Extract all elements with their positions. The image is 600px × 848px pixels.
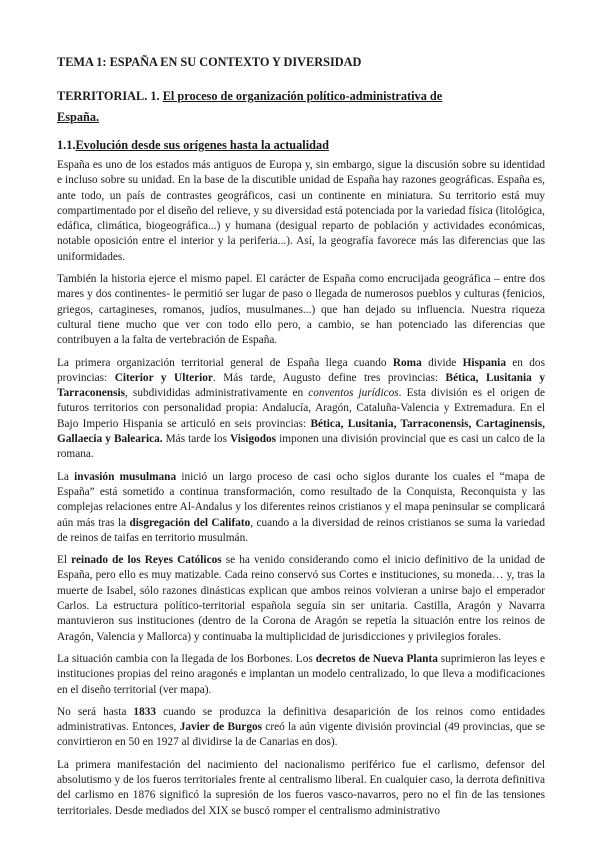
bold-text: Javier de Burgos: [179, 721, 263, 734]
paragraph-p1: [57, 158, 545, 265]
paragraph-text: imponen una división provincial que es casi un calco de la romana.: [57, 433, 545, 461]
bold-text: 1833: [133, 705, 157, 718]
paragraph-text: El: [57, 554, 72, 567]
paragraph-p4: [57, 470, 545, 546]
body-paragraphs: [57, 158, 545, 819]
paragraph-text: se ha venido considerando como el inicio definitivo de la unidad de España, pero ello es muy matizable. Cada reino conservó sus Cortes e instituciones, su moneda… y, tras la muerte de Isabel, sólo razones dinásticas explican que ambos reinos volvieran a unirse bajo el emperador Carlos. La estructura político-territorial española seguía sin ser unitaria. Castilla, Aragón y Navarra mantuvieron sus instituciones (dentro de la Corona de Aragón se repetía la situación entre los reinos de Aragón, Valencia y Mallorca) y continuaba la multiplicidad de jurisdicciones y privilegios forales.: [57, 554, 545, 643]
paragraph-text: La: [57, 470, 75, 483]
title-underlined: El proceso de organización político-administrativa de: [162, 89, 443, 103]
paragraph-p6: [57, 652, 545, 698]
paragraph-p5: [57, 553, 545, 645]
section-number: 1.1.: [57, 138, 76, 152]
title-prefix: TERRITORIAL. 1.: [57, 89, 160, 103]
paragraph-text: , subdivididas administrativamente en: [125, 387, 309, 400]
bold-text: Bética, Lusitania y Tarraconensis: [57, 371, 545, 400]
bold-text: Citerior y Ulterior: [114, 371, 213, 384]
paragraph-text: La situación cambia con la llegada de los Borbones. Los: [57, 652, 316, 665]
paragraph-text: inició un largo proceso de casi ocho siglos durante los cuales el “mapa de España” está sometido a continua transformación, como resultado de la Conquista, Reconquista y las complejas relaciones entre Al-Andalus y los diferentes reinos cristianos y el mapa peninsular se complicará aún más tras la: [57, 470, 545, 529]
italic-text: conventos jurídicos: [308, 387, 399, 400]
paragraph-text: suprimieron las leyes e instituciones propias del reino aragonés e implantan un modelo centralizado, lo que lleva a modificaciones en el diseño territorial (ver mapa).: [57, 652, 545, 696]
paragraph-text: . Esta división es el origen de futuros territorios con personalidad propia: Andalucía, Aragón, Cataluña-Valencia y Extremadura. En el Bajo Imperio Hispania se articuló en seis provincias:: [57, 387, 545, 430]
bold-text: invasión musulmana: [74, 470, 177, 483]
section-heading: [57, 136, 545, 154]
bold-text: decretos de Nueva Planta: [315, 652, 438, 665]
paragraph-text: creó la aún vigente división provincial (49 provincias, que se convirtieron en 50 en 1927 al dividirse la de Canarias en dos).: [57, 721, 545, 749]
bold-text: reinado de los Reyes Católicos: [71, 554, 222, 567]
paragraph-text: , cuando a la diversidad de reinos cristianos se suma la variedad de reinos de taifas en territorio musulmán.: [57, 516, 545, 544]
paragraph-text: divide: [421, 356, 463, 369]
paragraph-p2: [57, 272, 545, 348]
bold-text: disgregación del Califato: [129, 516, 251, 529]
paragraph-text: España es uno de los estados más antiguos de Europa y, sin embargo, sigue la discusión sobre su identidad e incluso sobre su unidad. En la base de la discutible unidad de España hay razones geográficas. España es, ante todo, un país de contrastes geográficos, casi un continente en miniatura. Su territorio está muy compartimentado por el diseño del relieve, y su diversidad está potenciada por la variedad física (litológica, edáfica, climática, biogeográfica...) y humana (desigual reparto de población y actividades económicas, notable oposición entre el interior y la periferia...). Así, la geografía favorece más las diferencias que las uniformidades.: [57, 159, 545, 263]
document-title-line-1: TEMA 1: ESPAÑA EN SU CONTEXTO Y DIVERSIDAD: [57, 55, 362, 69]
document-title-line-2: [57, 86, 545, 106]
paragraph-p3: [57, 356, 545, 463]
paragraph-p8: [57, 758, 545, 819]
paragraph-text: . Más tarde, Augusto define tres provincias:: [212, 371, 446, 384]
paragraph-text: No será hasta: [57, 705, 134, 718]
paragraph-text: Más tarde los: [162, 433, 231, 446]
paragraph-p7: [57, 705, 545, 751]
paragraph-text: La primera organización territorial general de España llega cuando: [57, 356, 393, 369]
paragraph-text: en dos provincias:: [57, 356, 545, 384]
paragraph-text: También la historia ejerce el mismo papel. El carácter de España como encrucijada geográfica – entre dos mares y dos continentes- le permitió ser lugar de paso o llegada de numerosos pueblos y culturas (fenicios, griegos, cartagineses, romanos, judíos, musulmanes...) que han dejado su influencia. Nuestra riqueza cultural tiene mucho que ver con todo ello pero, a cambio, se han potenciado las diferencias que contribuyen a la falta de vertebración de España.: [57, 273, 545, 347]
bold-text: Visigodos: [230, 433, 277, 446]
bold-text: Roma: [392, 356, 422, 369]
section-title: Evolución desde sus orígenes hasta la actualidad: [75, 138, 329, 152]
document-title-line-3: España.: [57, 110, 100, 124]
paragraph-text: cuando se produzca la definitiva desaparición de los reinos como entidades administrativas. Entonces,: [57, 705, 545, 734]
paragraph-text: La primera manifestación del nacimiento del nacionalismo periférico fue el carlismo, defensor del absolutismo y de los fueros territoriales frente al centralismo liberal. En cualquier caso, la derrota definitiva del carlismo en 1876 significó la supresión de los fueros vasco-navarros, pero no el fin de las tensiones territoriales. Desde mediados del XIX se buscó romper el centralismo administrativo: [57, 758, 545, 817]
bold-text: Hispania: [462, 356, 506, 369]
bold-text: Bética, Lusitania, Tarraconensis, Cartaginensis, Gallaecia y Balearica.: [57, 417, 545, 446]
